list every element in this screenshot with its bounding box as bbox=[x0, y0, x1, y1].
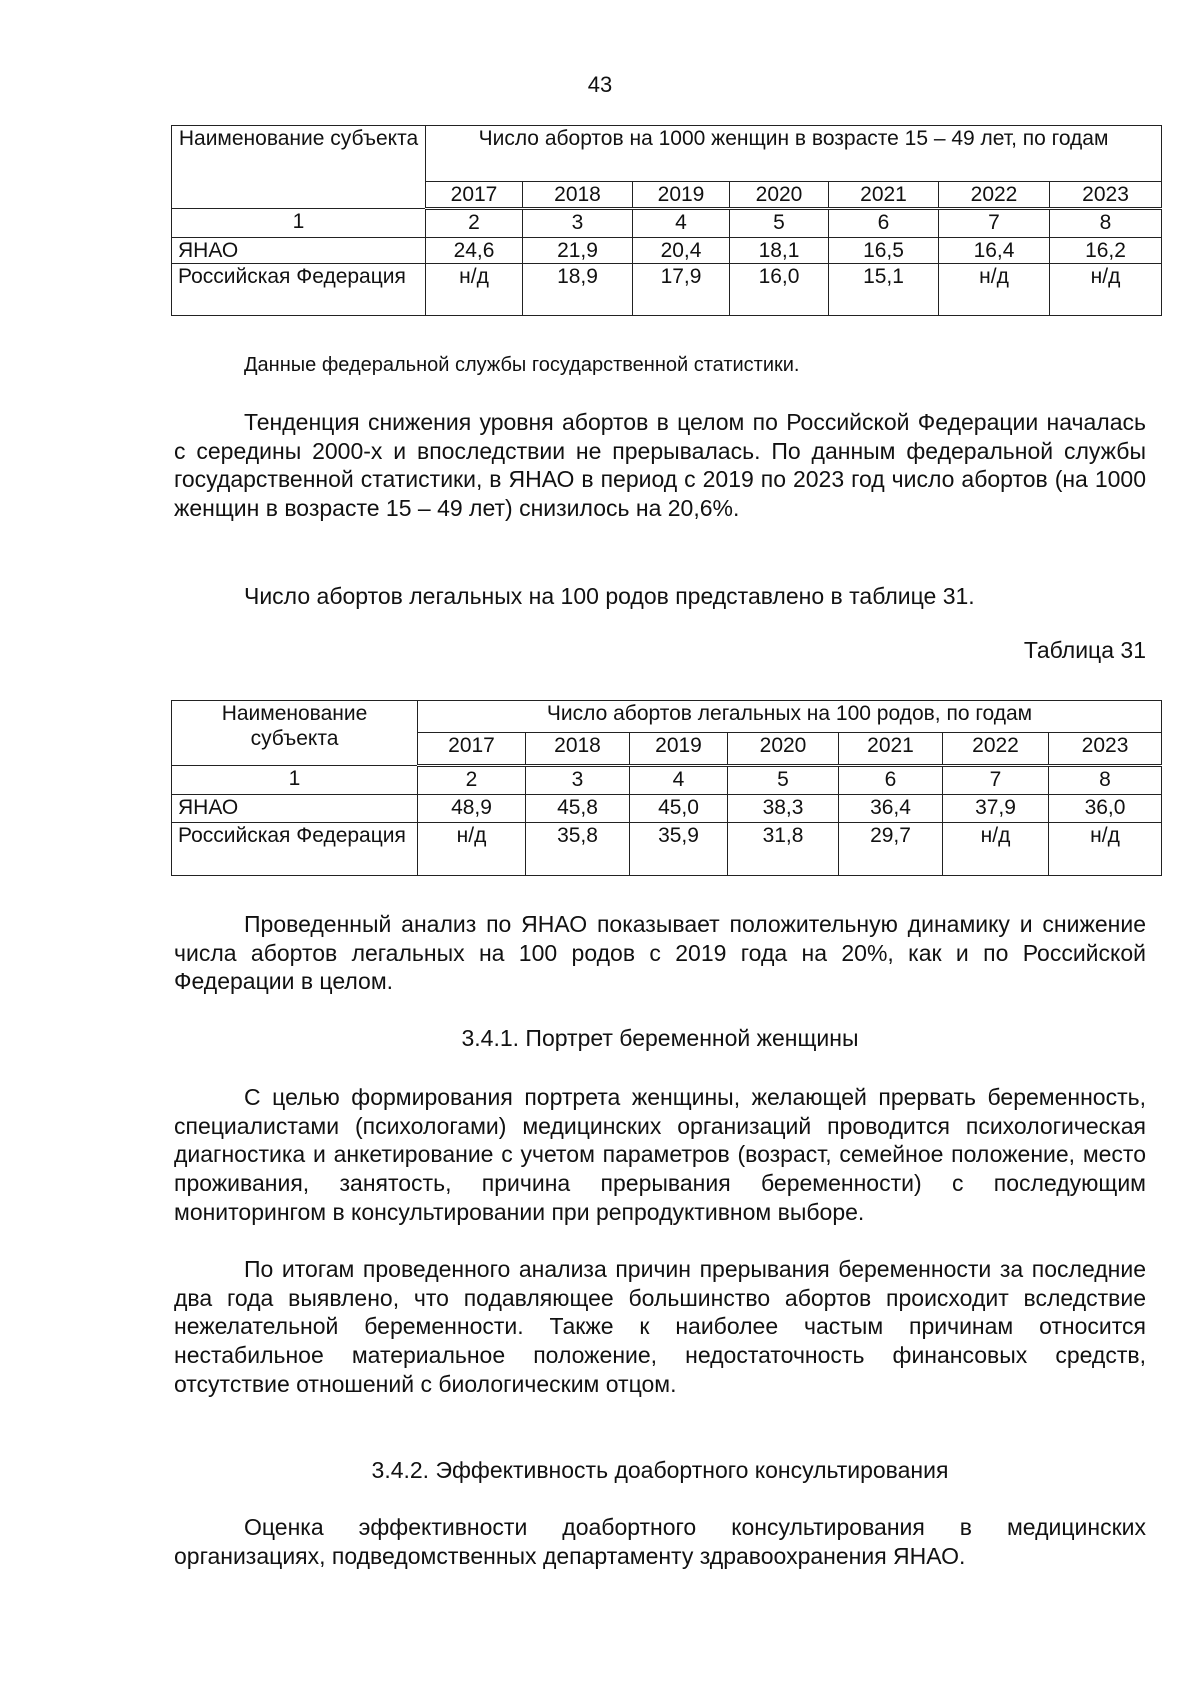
header-year: 2020 bbox=[728, 733, 839, 766]
header-year: 2022 bbox=[939, 182, 1050, 209]
paragraph-table-reference: Число абортов легальных на 100 родов представлено в таблице 31. bbox=[244, 583, 975, 609]
paragraph-counseling: Оценка эффективности доабортного консультирования в медицинских организациях, подведомственных департаменту здравоохранения ЯНАО. bbox=[174, 1514, 1146, 1569]
cell-value: 36,0 bbox=[1049, 795, 1162, 823]
cell-value: н/д bbox=[1049, 823, 1162, 876]
cell-value: 16,2 bbox=[1050, 238, 1162, 264]
column-number: 1 bbox=[172, 766, 418, 795]
column-number: 2 bbox=[418, 766, 526, 795]
header-metric: Число абортов на 1000 женщин в возрасте 15 – 49 лет, по годам bbox=[426, 126, 1162, 182]
section-heading-counseling: 3.4.2. Эффективность доабортного консультирования bbox=[371, 1457, 949, 1483]
table-row bbox=[172, 238, 1162, 264]
header-subject: Наименование субъекта bbox=[172, 126, 426, 209]
cell-value: 48,9 bbox=[418, 795, 526, 823]
paragraph-analysis: Проведенный анализ по ЯНАО показывает положительную динамику и снижение числа абортов легальных на 100 родов с 2019 года на 20%, как и по Российской Федерации в целом. bbox=[174, 911, 1146, 995]
row-name: Российская Федерация bbox=[172, 264, 426, 316]
header-year: 2021 bbox=[829, 182, 939, 209]
paragraph-portrait: С целью формирования портрета женщины, желающей прервать беременность, специалистами (психологами) медицинских организаций проводится психологическая диагностика и анкетирование с учетом параметров (возраст, семейное положение, место проживания, занятость, причина прерывания беременности) с последующим мониторингом в консультировании при репродуктивном выборе. bbox=[174, 1084, 1146, 1225]
cell-value: н/д bbox=[418, 823, 526, 876]
table-row bbox=[172, 264, 1162, 316]
cell-value: н/д bbox=[426, 264, 523, 316]
header-metric: Число абортов легальных на 100 родов, по годам bbox=[418, 701, 1162, 733]
table-abortions-per-1000-women bbox=[171, 125, 1162, 316]
header-year: 2019 bbox=[630, 733, 728, 766]
column-number: 3 bbox=[523, 209, 633, 238]
cell-value: 21,9 bbox=[523, 238, 633, 264]
table-legal-abortions-per-100-births bbox=[171, 700, 1162, 876]
cell-value: 45,0 bbox=[630, 795, 728, 823]
cell-value: н/д bbox=[1050, 264, 1162, 316]
column-number: 7 bbox=[939, 209, 1050, 238]
cell-value: 16,4 bbox=[939, 238, 1050, 264]
cell-value: 31,8 bbox=[728, 823, 839, 876]
column-number: 6 bbox=[829, 209, 939, 238]
section-heading-portrait: 3.4.1. Портрет беременной женщины bbox=[461, 1025, 859, 1051]
table-caption: Таблица 31 bbox=[1023, 637, 1146, 663]
column-number: 3 bbox=[526, 766, 630, 795]
column-number: 5 bbox=[728, 766, 839, 795]
cell-value: н/д bbox=[943, 823, 1049, 876]
cell-value: 37,9 bbox=[943, 795, 1049, 823]
column-number: 1 bbox=[172, 209, 426, 238]
cell-value: н/д bbox=[939, 264, 1050, 316]
cell-value: 16,5 bbox=[829, 238, 939, 264]
cell-value: 36,4 bbox=[839, 795, 943, 823]
paragraph-reasons: По итогам проведенного анализа причин прерывания беременности за последние два года выявлено, что подавляющее большинство абортов происходит вследствие нежелательной беременности. Также к наиболее частым причинам относится нестабильное материальное положение, недостаточность финансовых средств, отсутствие отношений с биологическим отцом. bbox=[174, 1256, 1146, 1397]
column-number: 7 bbox=[943, 766, 1049, 795]
paragraph-trend: Тенденция снижения уровня абортов в целом по Российской Федерации началась с середины 2000-х и впоследствии не прерывалась. По данным федеральной службы государственной статистики, в ЯНАО в период с 2019 по 2023 год число абортов (на 1000 женщин в возрасте 15 – 49 лет) снизилось на 20,6%. bbox=[174, 409, 1146, 522]
column-number: 8 bbox=[1050, 209, 1162, 238]
cell-value: 29,7 bbox=[839, 823, 943, 876]
header-year: 2017 bbox=[418, 733, 526, 766]
cell-value: 15,1 bbox=[829, 264, 939, 316]
table-row bbox=[172, 823, 1162, 876]
column-number: 4 bbox=[630, 766, 728, 795]
cell-value: 17,9 bbox=[633, 264, 730, 316]
header-year: 2022 bbox=[943, 733, 1049, 766]
column-number: 4 bbox=[633, 209, 730, 238]
source-note: Данные федеральной службы государственной статистики. bbox=[244, 354, 800, 376]
cell-value: 45,8 bbox=[526, 795, 630, 823]
page-number: 43 bbox=[587, 72, 613, 97]
cell-value: 24,6 bbox=[426, 238, 523, 264]
header-year: 2018 bbox=[523, 182, 633, 209]
header-year: 2017 bbox=[426, 182, 523, 209]
row-name: Российская Федерация bbox=[172, 823, 418, 876]
cell-value: 16,0 bbox=[730, 264, 829, 316]
header-year: 2021 bbox=[839, 733, 943, 766]
column-number: 8 bbox=[1049, 766, 1162, 795]
header-year: 2019 bbox=[633, 182, 730, 209]
row-name: ЯНАО bbox=[172, 795, 418, 823]
header-year: 2023 bbox=[1050, 182, 1162, 209]
header-year: 2020 bbox=[730, 182, 829, 209]
cell-value: 18,9 bbox=[523, 264, 633, 316]
row-name: ЯНАО bbox=[172, 238, 426, 264]
table-row bbox=[172, 795, 1162, 823]
column-number: 2 bbox=[426, 209, 523, 238]
cell-value: 18,1 bbox=[730, 238, 829, 264]
header-year: 2018 bbox=[526, 733, 630, 766]
header-subject: Наименование субъекта bbox=[172, 701, 418, 766]
cell-value: 35,8 bbox=[526, 823, 630, 876]
header-year: 2023 bbox=[1049, 733, 1162, 766]
cell-value: 20,4 bbox=[633, 238, 730, 264]
column-number: 6 bbox=[839, 766, 943, 795]
cell-value: 38,3 bbox=[728, 795, 839, 823]
column-number: 5 bbox=[730, 209, 829, 238]
cell-value: 35,9 bbox=[630, 823, 728, 876]
